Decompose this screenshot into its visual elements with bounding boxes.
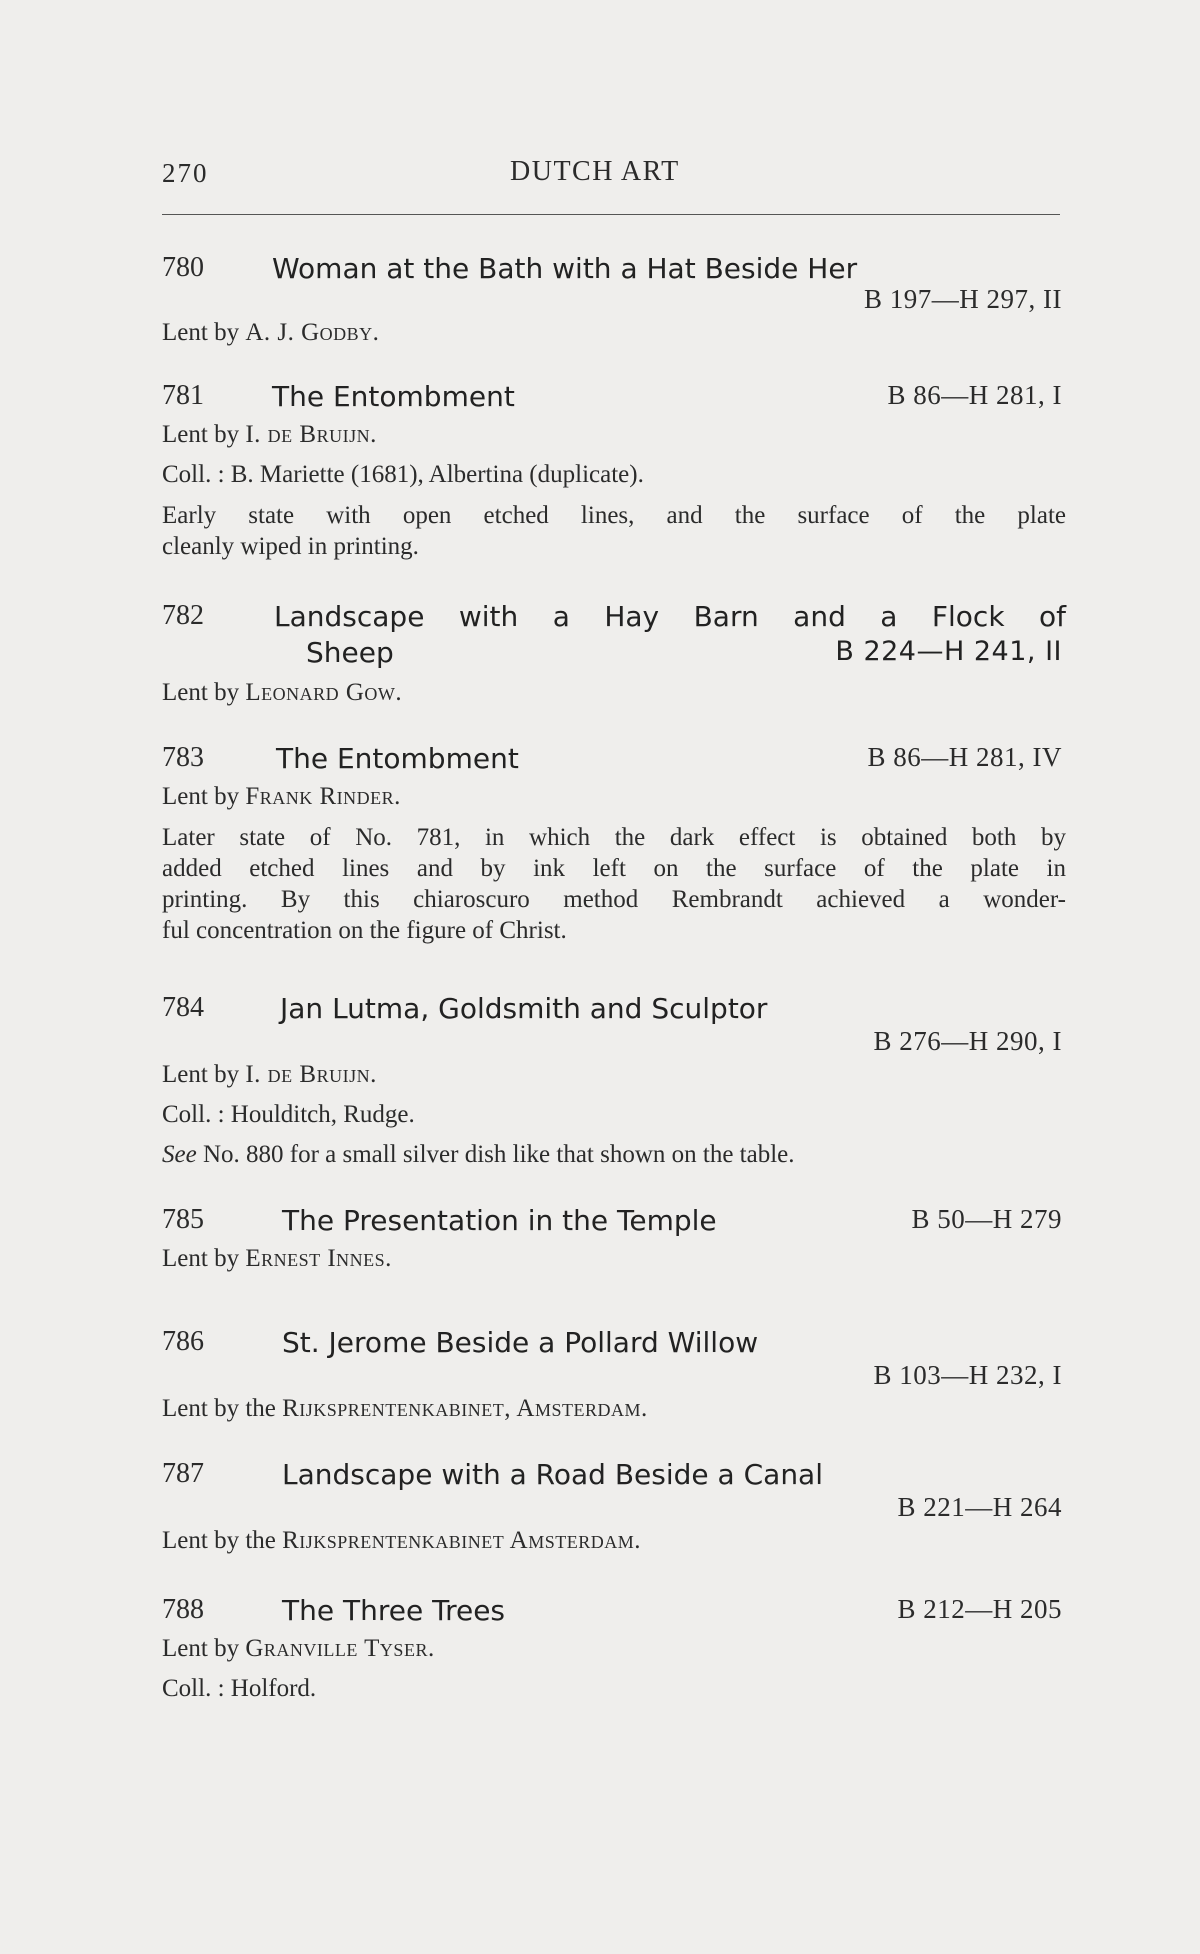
entry-see-reference <box>162 1140 1066 1170</box>
entry-title: The Presentation in the Temple <box>282 1204 717 1237</box>
entry-number: 781 <box>162 380 204 411</box>
lender-name: Rijksprentenkabinet, Amsterdam. <box>282 1395 648 1422</box>
lent-prefix: Lent by <box>162 1245 240 1272</box>
lender-name: Leonard Gow. <box>245 679 403 706</box>
see-text: No. 880 for a small silver dish like that shown on the table. <box>202 1141 795 1168</box>
entry-title: The Entombment <box>272 380 515 413</box>
entry-number: 785 <box>162 1204 204 1235</box>
entry-collection: Coll. : Houlditch, Rudge. <box>162 1101 415 1128</box>
entry-collection: Coll. : B. Mariette (1681), Albertina (duplicate). <box>162 461 644 488</box>
entry-title: The Entombment <box>276 742 519 775</box>
catalogue-entry-787 <box>162 1458 1066 1556</box>
entry-reference: B 276—H 290, I <box>873 1026 1062 1056</box>
entry-lender-line <box>162 420 1066 450</box>
see-word: See <box>162 1141 197 1168</box>
entry-title: The Three Trees <box>282 1594 506 1627</box>
catalogue-entry-784 <box>162 992 1066 1170</box>
entry-number: 786 <box>162 1326 204 1357</box>
entry-title: Landscape with a Road Beside a Canal <box>282 1458 823 1491</box>
catalogue-entry-786 <box>162 1326 1066 1424</box>
entry-reference: B 50—H 279 <box>911 1204 1062 1234</box>
entry-number: 782 <box>162 600 204 631</box>
entry-reference: B 86—H 281, I <box>887 380 1062 410</box>
entry-note <box>162 500 1066 562</box>
page-header <box>162 158 1062 198</box>
lender-name: I. de Bruijn. <box>245 421 377 448</box>
entry-reference: B 224—H 241, II <box>835 636 1062 667</box>
catalogue-entry-788 <box>162 1594 1066 1704</box>
note-line: ful concentration on the figure of Christ. <box>162 917 567 944</box>
lent-prefix: Lent by <box>162 679 240 706</box>
note-line: Early state with open etched lines, and the surface of the plate <box>162 502 1066 529</box>
entry-number: 784 <box>162 992 204 1023</box>
lent-prefix: Lent by <box>162 319 240 346</box>
lent-prefix: Lent by <box>162 783 240 810</box>
entry-lender-line <box>162 1060 1066 1090</box>
header-rule <box>162 214 1060 215</box>
lender-name: I. de Bruijn. <box>245 1061 377 1088</box>
lender-name: Rijksprentenkabinet Amsterdam. <box>282 1527 641 1554</box>
entry-reference: B 212—H 205 <box>897 1594 1062 1624</box>
lent-prefix: Lent by <box>162 1635 240 1662</box>
lender-name: Granville Tyser. <box>245 1635 435 1662</box>
entry-lender-line <box>162 678 1066 708</box>
lent-prefix: Lent by <box>162 1061 240 1088</box>
note-line: printing. By this chiaroscuro method Rembrandt achieved a wonder- <box>162 886 1066 913</box>
lent-prefix: Lent by the <box>162 1527 276 1554</box>
note-line: Later state of No. 781, in which the dark effect is obtained both by <box>162 824 1066 851</box>
entry-collection: Coll. : Holford. <box>162 1675 317 1702</box>
entry-note <box>162 822 1066 946</box>
entry-title: Jan Lutma, Goldsmith and Sculptor <box>280 992 768 1025</box>
entry-number: 788 <box>162 1594 204 1625</box>
catalogue-entry-783 <box>162 742 1066 946</box>
entry-number: 783 <box>162 742 204 773</box>
lender-name: Frank Rinder. <box>245 783 401 810</box>
note-line: cleanly wiped in printing. <box>162 533 419 560</box>
entry-lender-line <box>162 1526 1066 1556</box>
catalogue-entry-781 <box>162 380 1066 562</box>
lender-name: Ernest Innes. <box>245 1245 392 1272</box>
entry-reference: B 86—H 281, IV <box>867 742 1062 772</box>
lender-name: A. J. Godby. <box>245 319 380 346</box>
entry-lender-line <box>162 318 1066 348</box>
entry-title-continued: Sheep <box>306 636 394 669</box>
entry-lender-line <box>162 1244 1066 1274</box>
entry-reference: B 221—H 264 <box>897 1492 1062 1522</box>
entry-number: 780 <box>162 252 204 283</box>
entry-lender-line <box>162 782 1066 812</box>
entry-reference: B 103—H 232, I <box>873 1360 1062 1390</box>
entry-number: 787 <box>162 1458 204 1489</box>
lent-prefix: Lent by the <box>162 1395 276 1422</box>
note-line: added etched lines and by ink left on the surface of the plate in <box>162 855 1066 882</box>
entry-title: Landscape with a Hay Barn and a Flock of <box>274 600 1066 633</box>
entry-lender-line <box>162 1634 1066 1664</box>
lent-prefix: Lent by <box>162 421 240 448</box>
entry-reference: B 197—H 297, II <box>864 284 1062 314</box>
page-number: 270 <box>162 158 209 188</box>
entry-title: Woman at the Bath with a Hat Beside Her <box>272 252 858 285</box>
running-title: DUTCH ART <box>510 156 680 187</box>
catalogue-entry-785 <box>162 1204 1066 1274</box>
catalogue-entry-782 <box>162 600 1066 708</box>
entry-title: St. Jerome Beside a Pollard Willow <box>282 1326 759 1359</box>
entry-lender-line <box>162 1394 1066 1424</box>
catalogue-entry-780 <box>162 252 1066 348</box>
